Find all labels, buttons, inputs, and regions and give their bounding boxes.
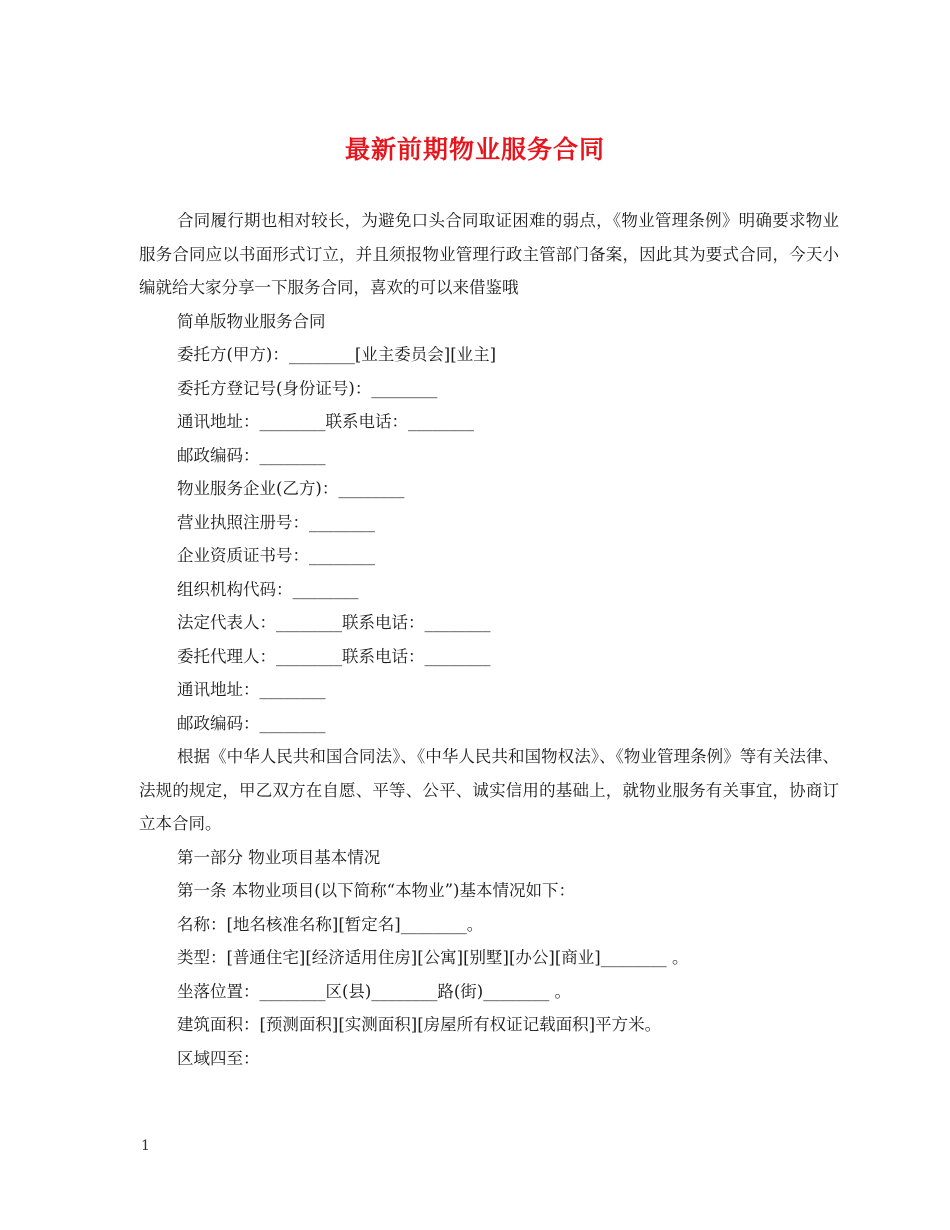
text-line: 组织机构代码：________ <box>177 579 359 599</box>
text-line: 第一条 本物业项目(以下简称“本物业”)基本情况如下： <box>177 881 575 900</box>
text-line: 法定代表人：________联系电话：________ <box>177 613 491 632</box>
text-line: 第一部分 物业项目基本情况 <box>177 847 381 867</box>
text-line: 类型：[普通住宅][经济适用住房][公寓][别墅][办公][商业]________ 。 <box>177 948 689 967</box>
document-body <box>139 204 839 1075</box>
text-line: 区域四至： <box>177 1048 260 1068</box>
text-line: 企业资质证书号：________ <box>177 546 375 565</box>
text-line: 名称：[地名核准名称][暂定名]________。 <box>177 914 484 934</box>
text-line: 物业服务企业(乙方)：________ <box>177 479 405 498</box>
basis-paragraph: 根据《中华人民共和国合同法》、《中华人民共和国物权法》、《物业管理条例》等有关法律、法规的规定，甲乙双方在自愿、平等、公平、诚实信用的基础上，就物业服务有关事宜，协商订立本合同。 <box>139 747 839 833</box>
text-line: 委托方登记号(身份证号)：________ <box>177 378 438 398</box>
text-line: 邮政编码：________ <box>177 713 326 733</box>
text-line: 委托方(甲方)：________[业主委员会][业主] <box>177 345 497 364</box>
text-line: 坐落位置：________区(县)________路(街)________ 。 <box>177 981 571 1001</box>
text-line: 委托代理人：________联系电话：________ <box>177 646 491 666</box>
page-number: 1 <box>141 1138 150 1154</box>
text-line: 通讯地址：________ <box>177 680 326 699</box>
text-line: 简单版物业服务合同 <box>177 311 326 331</box>
text-line: 邮政编码：________ <box>177 445 326 465</box>
text-line: 营业执照注册号：________ <box>177 512 375 532</box>
intro-paragraph: 合同履行期也相对较长，为避免口头合同取证困难的弱点，《物业管理条例》明确要求物业服务合同应以书面形式订立，并且须报物业管理行政主管部门备案，因此其为要式合同，今天小编就给大家分享一下服务合同，喜欢的可以来借鉴哦 <box>139 211 839 297</box>
document-title: 最新前期物业服务合同 <box>344 135 605 164</box>
text-line: 建筑面积：[预测面积][实测面积][房屋所有权证记载面积]平方米。 <box>177 1015 662 1034</box>
text-line: 通讯地址：________联系电话：________ <box>177 412 474 431</box>
